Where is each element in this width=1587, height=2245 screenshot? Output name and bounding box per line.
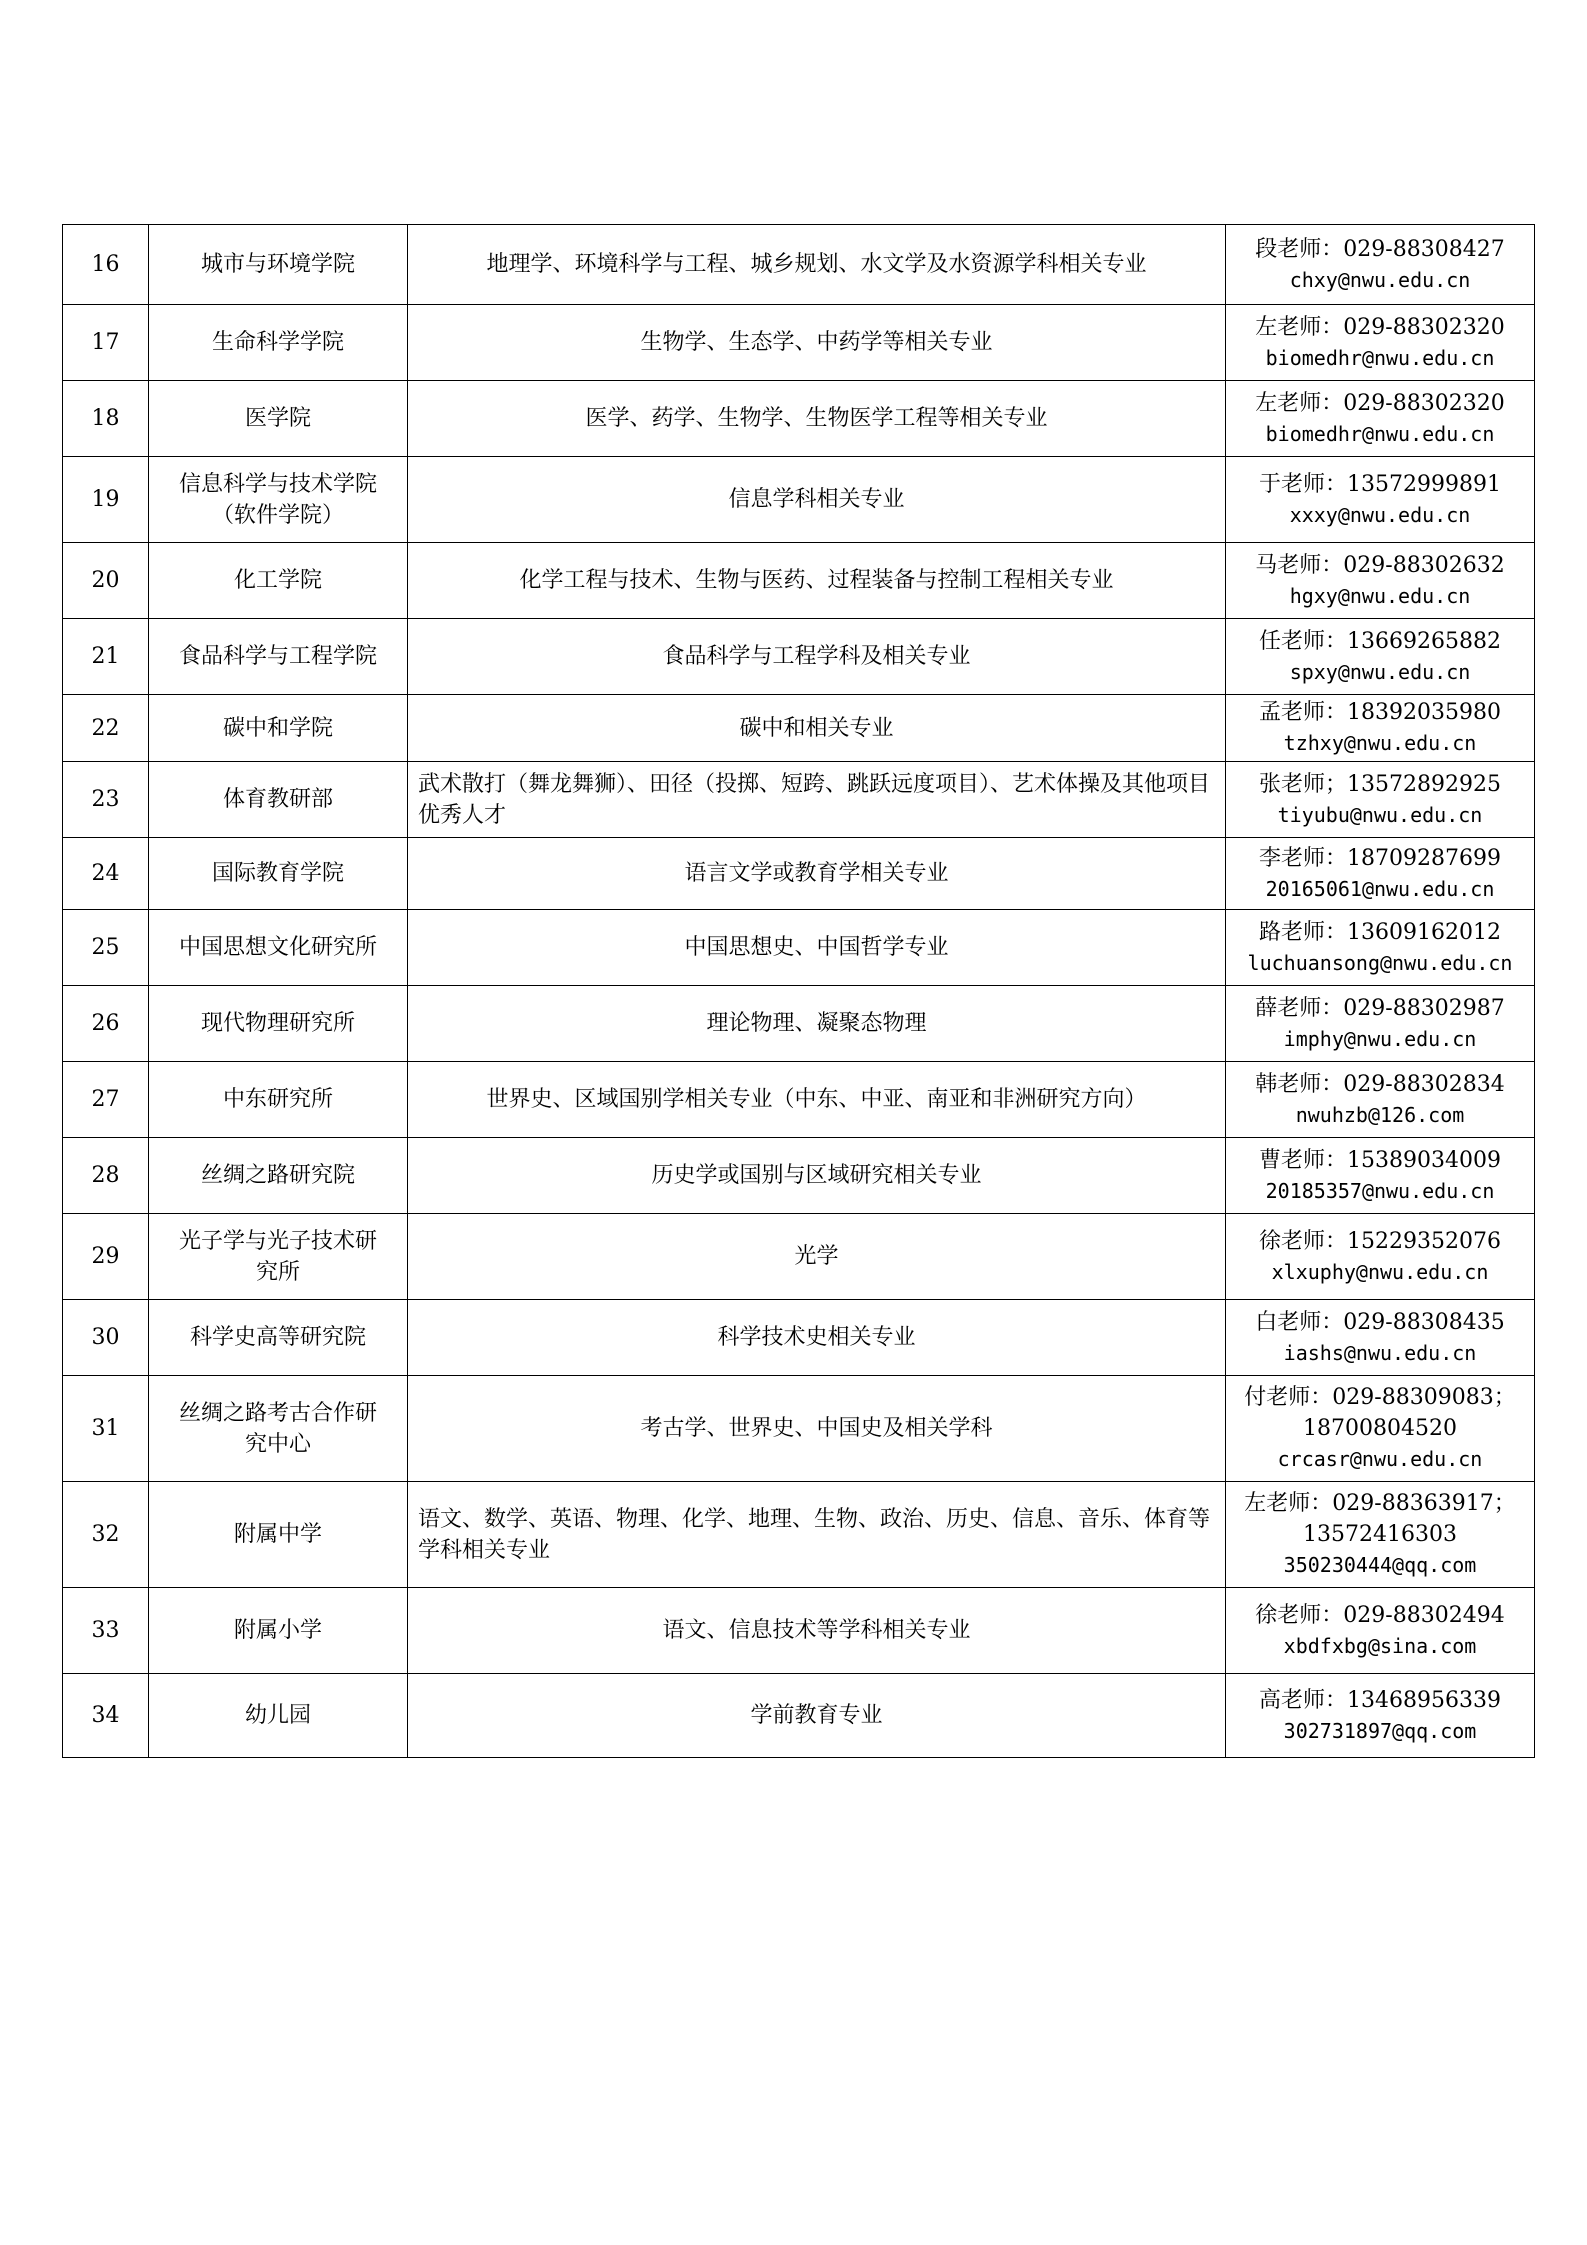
cell-major: 光学: [408, 1214, 1226, 1300]
cell-major: 医学、药学、生物学、生物医学工程等相关专业: [408, 381, 1226, 457]
cell-unit: [149, 762, 408, 838]
cell-contact: [1226, 910, 1535, 986]
cell-major: 语文、信息技术等学科相关专业: [408, 1588, 1226, 1674]
contact-phone: 路老师：13609162012: [1259, 919, 1501, 945]
cell-unit: [149, 305, 408, 381]
contact-email: 302731897@qq.com: [1283, 1718, 1477, 1743]
unit-name-line: 幼儿园: [244, 1703, 311, 1728]
cell-number: 28: [63, 1138, 149, 1214]
cell-major: 世界史、区域国别学相关专业（中东、中亚、南亚和非洲研究方向）: [408, 1062, 1226, 1138]
contact-phone: 徐老师：029-88302494: [1255, 1602, 1505, 1628]
unit-name-line: 中国思想文化研究所: [178, 935, 377, 960]
cell-contact: [1226, 1482, 1535, 1588]
cell-number: 25: [63, 910, 149, 986]
contact-phone: 薛老师：029-88302987: [1255, 995, 1505, 1021]
cell-number: 16: [63, 225, 149, 305]
contact-email: xxxy@nwu.edu.cn: [1289, 502, 1471, 527]
unit-name-line: 附属小学: [233, 1618, 322, 1643]
unit-name-line: 附属中学: [233, 1522, 322, 1547]
table-row: [63, 381, 1535, 457]
cell-unit: [149, 1376, 408, 1482]
cell-contact: [1226, 1376, 1535, 1482]
contact-phone: 高老师：13468956339: [1259, 1687, 1501, 1713]
contact-phone: 任老师：13669265882: [1259, 628, 1501, 654]
cell-number: 29: [63, 1214, 149, 1300]
unit-name-line: 国际教育学院: [211, 861, 344, 886]
cell-major: 武术散打（舞龙舞狮）、田径（投掷、短跨、跳跃远度项目）、艺术体操及其他项目优秀人才: [408, 762, 1226, 838]
contact-email: xbdfxbg@sina.com: [1283, 1633, 1477, 1658]
contact-email: spxy@nwu.edu.cn: [1289, 659, 1471, 684]
table-row: [63, 457, 1535, 543]
contact-email: xlxuphy@nwu.edu.cn: [1271, 1259, 1489, 1284]
table-row: [63, 305, 1535, 381]
contact-email: luchuansong@nwu.edu.cn: [1247, 950, 1513, 975]
cell-major: 理论物理、凝聚态物理: [408, 986, 1226, 1062]
table-row: [63, 1376, 1535, 1482]
contact-phone: 张老师；13572892925: [1259, 771, 1501, 797]
table-row: [63, 225, 1535, 305]
unit-name-line: 丝绸之路研究院: [200, 1163, 355, 1188]
table-row: [63, 695, 1535, 762]
cell-unit: [149, 910, 408, 986]
cell-contact: [1226, 695, 1535, 762]
cell-number: 33: [63, 1588, 149, 1674]
cell-unit: [149, 1674, 408, 1758]
cell-number: 31: [63, 1376, 149, 1482]
cell-number: 22: [63, 695, 149, 762]
unit-name-line: 化工学院: [233, 568, 322, 593]
cell-unit: [149, 1062, 408, 1138]
table-row: [63, 1300, 1535, 1376]
cell-major: 历史学或国别与区域研究相关专业: [408, 1138, 1226, 1214]
recruitment-table-container: [62, 224, 1534, 1758]
contact-phone: 徐老师：15229352076: [1259, 1228, 1501, 1254]
unit-name-line: 光子学与光子技术研: [178, 1228, 377, 1254]
unit-name-line: 现代物理研究所: [200, 1011, 355, 1036]
table-body: [63, 225, 1535, 1758]
unit-name-line: 城市与环境学院: [200, 252, 355, 277]
contact-phone: 左老师：029-88302320: [1255, 390, 1505, 416]
cell-number: 34: [63, 1674, 149, 1758]
unit-name-line: （软件学院）: [211, 502, 344, 528]
cell-contact: [1226, 838, 1535, 910]
cell-unit: [149, 1300, 408, 1376]
contact-email: hgxy@nwu.edu.cn: [1289, 583, 1471, 608]
cell-number: 20: [63, 543, 149, 619]
cell-contact: [1226, 1138, 1535, 1214]
table-row: [63, 1062, 1535, 1138]
cell-unit: [149, 457, 408, 543]
cell-unit: [149, 1214, 408, 1300]
contact-phone: 付老师：029-88309083；: [1244, 1385, 1516, 1410]
contact-email: nwuhzb@126.com: [1295, 1102, 1465, 1127]
cell-contact: [1226, 986, 1535, 1062]
cell-contact: [1226, 1674, 1535, 1758]
cell-major: 地理学、环境科学与工程、城乡规划、水文学及水资源学科相关专业: [408, 225, 1226, 305]
cell-major: 语文、数学、英语、物理、化学、地理、生物、政治、历史、信息、音乐、体育等学科相关专业: [408, 1482, 1226, 1588]
cell-major: 食品科学与工程学科及相关专业: [408, 619, 1226, 695]
contact-email: tzhxy@nwu.edu.cn: [1283, 731, 1477, 755]
table-row: [63, 619, 1535, 695]
cell-number: 23: [63, 762, 149, 838]
contact-email: biomedhr@nwu.edu.cn: [1265, 345, 1495, 370]
cell-unit: [149, 1138, 408, 1214]
cell-number: 30: [63, 1300, 149, 1376]
table-row: [63, 838, 1535, 910]
contact-phone: 韩老师：029-88302834: [1255, 1071, 1505, 1097]
unit-name-line: 生命科学学院: [211, 330, 344, 355]
contact-phone: 于老师：13572999891: [1259, 471, 1501, 497]
cell-major: 学前教育专业: [408, 1674, 1226, 1758]
contact-phone: 18700804520: [1303, 1416, 1457, 1441]
table-row: [63, 543, 1535, 619]
table-row: [63, 986, 1535, 1062]
cell-contact: [1226, 305, 1535, 381]
cell-contact: [1226, 1300, 1535, 1376]
cell-unit: [149, 225, 408, 305]
cell-unit: [149, 838, 408, 910]
table-row: [63, 1588, 1535, 1674]
unit-name-line: 究中心: [244, 1431, 311, 1457]
cell-number: 18: [63, 381, 149, 457]
cell-number: 17: [63, 305, 149, 381]
cell-contact: [1226, 1062, 1535, 1138]
contact-email: 350230444@qq.com: [1283, 1553, 1477, 1577]
cell-unit: [149, 619, 408, 695]
cell-contact: [1226, 457, 1535, 543]
table-row: [63, 910, 1535, 986]
cell-major: 语言文学或教育学相关专业: [408, 838, 1226, 910]
cell-contact: [1226, 619, 1535, 695]
cell-contact: [1226, 225, 1535, 305]
cell-number: 26: [63, 986, 149, 1062]
unit-name-line: 丝绸之路考古合作研: [178, 1400, 377, 1426]
cell-major: 中国思想史、中国哲学专业: [408, 910, 1226, 986]
contact-phone: 马老师：029-88302632: [1255, 552, 1505, 578]
table-row: [63, 1214, 1535, 1300]
contact-email: imphy@nwu.edu.cn: [1283, 1026, 1477, 1051]
cell-unit: [149, 543, 408, 619]
table-row: [63, 762, 1535, 838]
cell-major: 生物学、生态学、中药学等相关专业: [408, 305, 1226, 381]
cell-contact: [1226, 543, 1535, 619]
cell-number: 27: [63, 1062, 149, 1138]
cell-number: 24: [63, 838, 149, 910]
contact-email: 20165061@nwu.edu.cn: [1265, 876, 1495, 901]
unit-name-line: 碳中和学院: [222, 715, 333, 741]
contact-phone: 左老师：029-88302320: [1255, 314, 1505, 340]
table-row: [63, 1138, 1535, 1214]
contact-phone: 左老师：029-88363917；: [1244, 1491, 1516, 1516]
contact-phone: 李老师：18709287699: [1259, 845, 1501, 871]
cell-major: 信息学科相关专业: [408, 457, 1226, 543]
cell-number: 21: [63, 619, 149, 695]
recruitment-table: [62, 224, 1535, 1758]
unit-name-line: 科学史高等研究院: [189, 1325, 366, 1350]
contact-email: crcasr@nwu.edu.cn: [1277, 1447, 1483, 1471]
cell-unit: [149, 1482, 408, 1588]
contact-email: 20185357@nwu.edu.cn: [1265, 1178, 1495, 1203]
cell-unit: [149, 695, 408, 762]
cell-major: 碳中和相关专业: [408, 695, 1226, 762]
cell-contact: [1226, 381, 1535, 457]
contact-email: biomedhr@nwu.edu.cn: [1265, 421, 1495, 446]
unit-name-line: 医学院: [244, 406, 311, 431]
contact-phone: 白老师：029-88308435: [1255, 1309, 1505, 1335]
cell-unit: [149, 381, 408, 457]
contact-email: tiyubu@nwu.edu.cn: [1277, 802, 1483, 827]
contact-phone: 曹老师：15389034009: [1259, 1147, 1501, 1173]
cell-number: 32: [63, 1482, 149, 1588]
unit-name-line: 中东研究所: [222, 1087, 333, 1112]
unit-name-line: 究所: [255, 1259, 300, 1285]
unit-name-line: 信息科学与技术学院: [178, 471, 377, 497]
cell-contact: [1226, 762, 1535, 838]
cell-unit: [149, 986, 408, 1062]
cell-major: 科学技术史相关专业: [408, 1300, 1226, 1376]
cell-unit: [149, 1588, 408, 1674]
cell-contact: [1226, 1214, 1535, 1300]
contact-phone: 段老师：029-88308427: [1255, 236, 1505, 262]
unit-name-line: 体育教研部: [222, 787, 333, 812]
table-row: [63, 1674, 1535, 1758]
contact-email: iashs@nwu.edu.cn: [1283, 1340, 1477, 1365]
cell-number: 19: [63, 457, 149, 543]
table-row: [63, 1482, 1535, 1588]
cell-major: 考古学、世界史、中国史及相关学科: [408, 1376, 1226, 1482]
unit-name-line: 食品科学与工程学院: [178, 644, 377, 669]
cell-contact: [1226, 1588, 1535, 1674]
contact-phone: 13572416303: [1303, 1522, 1457, 1547]
cell-major: 化学工程与技术、生物与医药、过程装备与控制工程相关专业: [408, 543, 1226, 619]
contact-phone: 孟老师：18392035980: [1259, 700, 1501, 725]
contact-email: chxy@nwu.edu.cn: [1289, 267, 1471, 292]
